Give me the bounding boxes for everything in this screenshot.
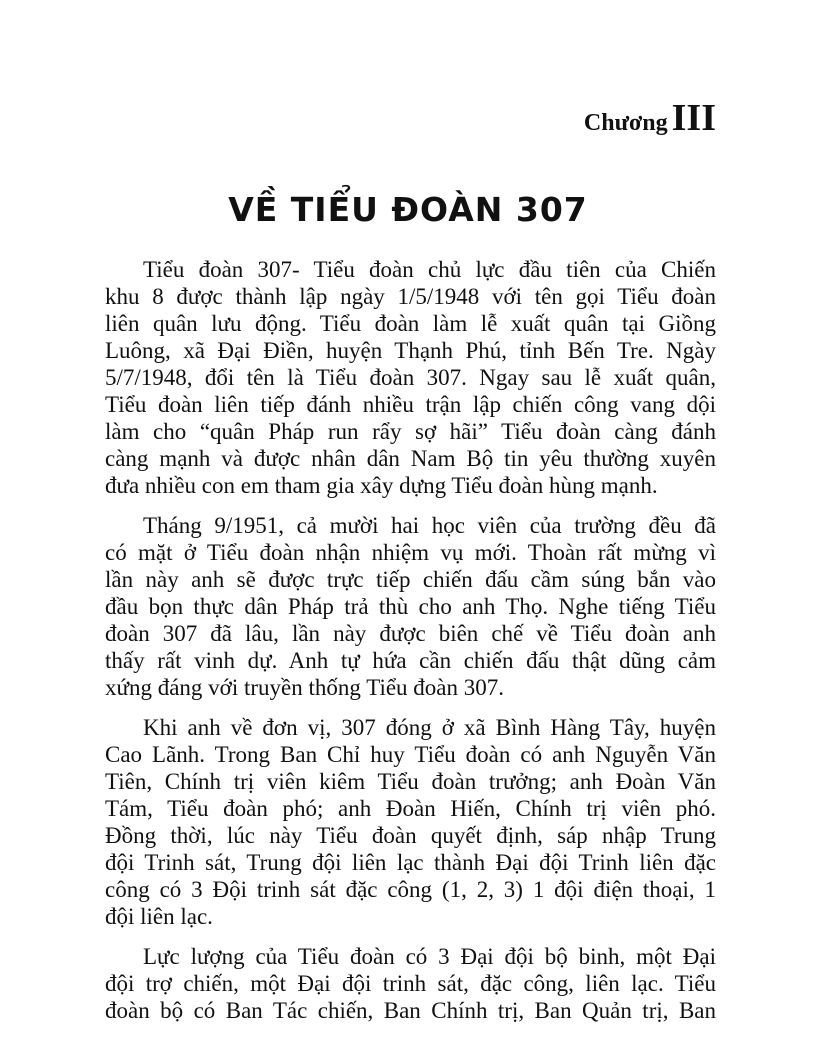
text-line: Tháng 9/1951, cả mười hai học viên của trường đều đã	[143, 513, 716, 538]
paragraph	[105, 714, 716, 930]
text-line: đoàn bộ có Ban Tác chiến, Ban Chính trị, Ban Quản trị, Ban	[105, 998, 716, 1023]
text-line: Khi anh về đơn vị, 307 đóng ở xã Bình Hàng Tây, huyện	[143, 715, 716, 740]
paragraph	[105, 512, 716, 701]
text-line: đội trợ chiến, một Đại đội trinh sát, đặc công, liên lạc. Tiểu	[105, 971, 716, 996]
text-line: Cao Lãnh. Trong Ban Chỉ huy Tiểu đoàn có anh Nguyễn Văn	[105, 742, 716, 767]
chapter-word: Chương	[583, 110, 668, 136]
chapter-number: III	[671, 97, 716, 139]
text-line: Tiểu đoàn liên tiếp đánh nhiều trận lập chiến công vang dội	[105, 392, 716, 417]
paragraph	[105, 943, 716, 1024]
paragraph	[105, 256, 716, 499]
text-line: đưa nhiều con em tham gia xây dựng Tiểu đoàn hùng mạnh.	[105, 473, 658, 498]
text-line: lần này anh sẽ được trực tiếp chiến đấu cầm súng bắn vào	[105, 567, 716, 592]
text-line: Tám, Tiểu đoàn phó; anh Đoàn Hiến, Chính trị viên phó.	[105, 796, 716, 821]
chapter-heading	[584, 96, 716, 140]
text-line: làm cho “quân Pháp run rẩy sợ hãi” Tiểu đoàn càng đánh	[105, 419, 716, 444]
text-line: xứng đáng với truyền thống Tiểu đoàn 307.	[105, 675, 505, 700]
text-line: đầu bọn thực dân Pháp trả thù cho anh Thọ. Nghe tiếng Tiểu	[105, 594, 716, 619]
page-title: VỀ TIỂU ĐOÀN 307	[228, 190, 588, 229]
text-line: khu 8 được thành lập ngày 1/5/1948 với tên gọi Tiểu đoàn	[105, 284, 716, 309]
text-line: có mặt ở Tiểu đoàn nhận nhiệm vụ mới. Thoàn rất mừng vì	[105, 540, 716, 565]
text-line: Tiểu đoàn 307- Tiểu đoàn chủ lực đầu tiên của Chiến	[143, 257, 716, 282]
text-line: thấy rất vinh dự. Anh tự hứa cần chiến đấu thật dũng cảm	[105, 648, 716, 673]
text-line: liên quân lưu động. Tiểu đoàn làm lễ xuất quân tại Giồng	[105, 311, 716, 336]
text-line: công có 3 Đội trinh sát đặc công (1, 2, 3) 1 đội điện thoại, 1	[105, 877, 716, 902]
text-line: Đồng thời, lúc này Tiểu đoàn quyết định, sáp nhập Trung	[105, 823, 716, 848]
text-line: đoàn 307 đã lâu, lần này được biên chế về Tiểu đoàn anh	[105, 621, 716, 646]
text-line: đội Trinh sát, Trung đội liên lạc thành Đại đội Trinh liên đặc	[105, 850, 716, 875]
text-line: đội liên lạc.	[105, 904, 213, 929]
body-text	[105, 256, 716, 1037]
text-line: Tiên, Chính trị viên kiêm Tiểu đoàn trưởng; anh Đoàn Văn	[105, 769, 716, 794]
text-line: Luông, xã Đại Điền, huyện Thạnh Phú, tỉnh Bến Tre. Ngày	[105, 338, 716, 363]
text-line: Lực lượng của Tiểu đoàn có 3 Đại đội bộ binh, một Đại	[143, 944, 716, 969]
text-line: 5/7/1948, đổi tên là Tiểu đoàn 307. Ngay sau lễ xuất quân,	[105, 365, 716, 390]
text-line: càng mạnh và được nhân dân Nam Bộ tin yêu thường xuyên	[105, 446, 716, 471]
